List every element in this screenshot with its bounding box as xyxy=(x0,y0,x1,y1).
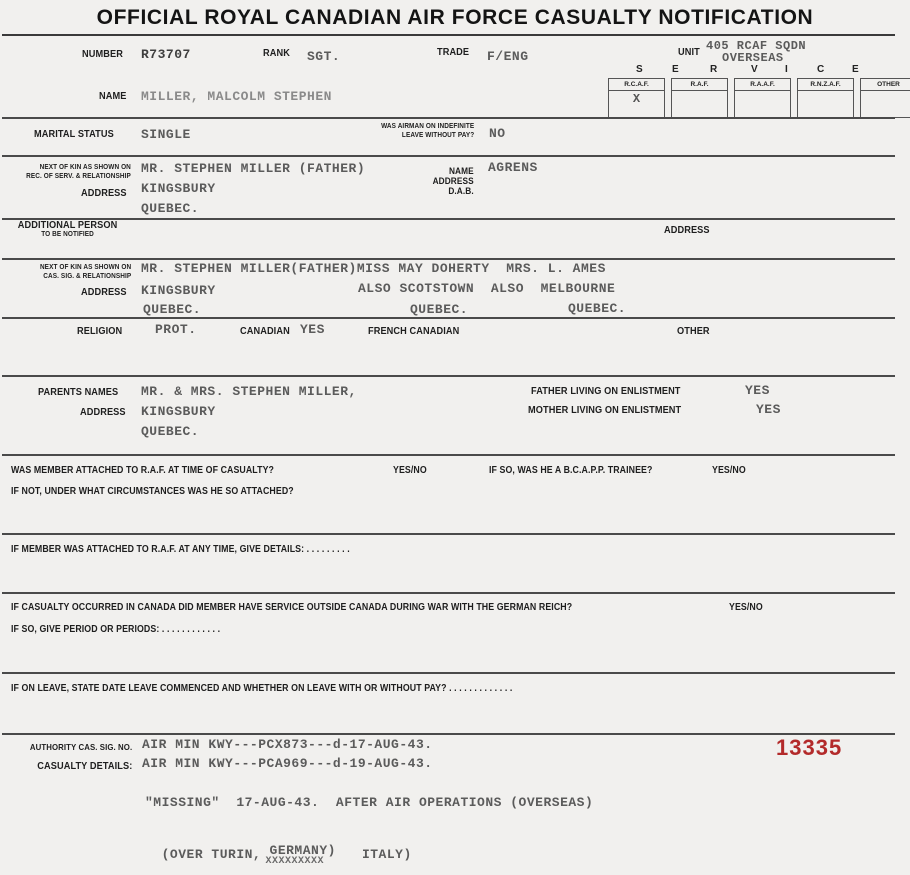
nok-casualty-address-2: ALSO SCOTSTOWN ALSO MELBOURNE xyxy=(358,281,616,296)
name-label: NAME xyxy=(99,91,127,102)
additional-person-line1: ADDITIONAL PERSON xyxy=(17,220,118,231)
divider xyxy=(2,733,895,735)
unit-value-line1: 405 RCAF SQDN xyxy=(706,39,807,53)
parents-address-label: ADDRESS xyxy=(80,407,126,418)
religion-value: PROT. xyxy=(155,322,197,337)
divider xyxy=(2,218,895,220)
nok-casualty-address-label: ADDRESS xyxy=(81,287,127,298)
nok-casualty-value: MR. STEPHEN MILLER(FATHER)MISS MAY DOHERTY MRS. L. AMES xyxy=(141,261,606,276)
parents-names-label: PARENTS NAMES xyxy=(38,387,119,398)
narrative-struck-text: GERMANY) xyxy=(269,843,336,858)
service-letter: E xyxy=(672,64,679,75)
parents-address-line1: KINGSBURY xyxy=(141,404,216,419)
trade-value: F/ENG xyxy=(487,49,529,64)
nok-service-address-line2: QUEBEC. xyxy=(141,201,200,216)
parents-address-line2: QUEBEC. xyxy=(141,424,200,439)
nok-service-address-label: ADDRESS xyxy=(81,188,127,199)
parents-names-value: MR. & MRS. STEPHEN MILLER, xyxy=(141,384,357,399)
leave-question: IF ON LEAVE, STATE DATE LEAVE COMMENCED AND WHETHER ON LEAVE WITH OR WITHOUT PAY? . . . . . . . . . . . . . xyxy=(11,683,513,694)
divider xyxy=(2,454,895,456)
number-label: NUMBER xyxy=(82,49,123,60)
narrative-xs: XXXXXXXXX xyxy=(265,856,325,867)
marital-status-value: SINGLE xyxy=(141,127,191,142)
name-value: MILLER, MALCOLM STEPHEN xyxy=(141,89,332,104)
dab-name-label: NAME xyxy=(449,166,474,176)
additional-person-line2: TO BE NOTIFIED xyxy=(41,231,94,238)
mother-living-value: YES xyxy=(756,402,781,417)
dab-label-text: D.A.B. xyxy=(448,186,474,196)
nok-service-label-line1: NEXT OF KIN AS SHOWN ON xyxy=(39,164,131,171)
narrative-prefix: (OVER TURIN, xyxy=(161,847,270,862)
other-label: OTHER xyxy=(677,326,710,337)
leave-question-line1: WAS AIRMAN ON INDEFINITE xyxy=(380,123,474,130)
divider xyxy=(2,592,895,594)
divider xyxy=(2,375,895,377)
rank-value: SGT. xyxy=(307,49,341,64)
service-letter: E xyxy=(852,64,859,75)
dab-value: AGRENS xyxy=(488,160,538,175)
raf-attached-question: WAS MEMBER ATTACHED TO R.A.F. AT TIME OF CASUALTY? xyxy=(11,465,275,476)
leave-question-label xyxy=(381,122,474,140)
divider xyxy=(2,317,895,319)
dab-address-label: ADDRESS xyxy=(432,176,474,186)
marital-status-label: MARITAL STATUS xyxy=(34,129,114,140)
service-box-other[interactable] xyxy=(860,78,910,118)
additional-person-label xyxy=(11,220,124,238)
religion-label: RELIGION xyxy=(77,326,123,337)
service-letter: S xyxy=(636,64,643,75)
service-box-label: R.N.Z.A.F. xyxy=(798,79,853,91)
canadian-value: YES xyxy=(300,322,325,337)
father-living-label: FATHER LIVING ON ENLISTMENT xyxy=(531,386,681,397)
divider xyxy=(2,672,895,674)
service-box-label: R.C.A.F. xyxy=(609,79,664,91)
raf-details-question: IF MEMBER WAS ATTACHED TO R.A.F. AT ANY TIME, GIVE DETAILS: . . . . . . . . . xyxy=(11,544,350,555)
raf-attached-answer: YES/NO xyxy=(393,465,427,476)
service-box-mark: X xyxy=(632,92,641,106)
canada-service-question: IF CASUALTY OCCURRED IN CANADA DID MEMBER HAVE SERVICE OUTSIDE CANADA DURING WAR WITH THE GERMAN REICH? xyxy=(11,602,573,613)
french-canadian-label: FRENCH CANADIAN xyxy=(368,326,460,337)
service-box-raaf[interactable] xyxy=(734,78,791,118)
narrative-suffix: ITALY) xyxy=(361,847,412,862)
casualty-details-value: AIR MIN KWY---PCA969---d-19-AUG-43. xyxy=(142,756,433,771)
service-box-rnzaf[interactable] xyxy=(797,78,854,118)
service-letter: C xyxy=(817,64,825,75)
nok-casualty-label-line2: CAS. SIG. & RELATIONSHIP xyxy=(43,273,132,280)
narrative-corrected-country xyxy=(265,843,336,867)
nok-casualty-city-3: QUEBEC. xyxy=(568,301,627,316)
rank-label: RANK xyxy=(263,48,290,59)
service-box-label: OTHER xyxy=(861,79,910,91)
nok-service-value: MR. STEPHEN MILLER (FATHER) xyxy=(141,161,366,176)
bcapp-question: IF SO, WAS HE A B.C.A.P.P. TRAINEE? xyxy=(489,465,653,476)
nok-service-label xyxy=(26,163,131,181)
canada-service-answer: YES/NO xyxy=(729,602,763,613)
divider xyxy=(2,533,895,535)
service-letter: I xyxy=(785,64,788,75)
service-box-label: R.A.F. xyxy=(672,79,727,91)
authority-value: AIR MIN KWY---PCX873---d-17-AUG-43. xyxy=(142,737,433,752)
divider xyxy=(2,117,895,119)
bcapp-answer: YES/NO xyxy=(712,465,746,476)
service-box-rcaf[interactable] xyxy=(608,78,665,118)
raf-circumstances-question: IF NOT, UNDER WHAT CIRCUMSTANCES WAS HE SO ATTACHED? xyxy=(11,486,294,497)
unit-label: UNIT xyxy=(678,47,700,58)
canadian-label: CANADIAN xyxy=(240,326,290,337)
service-box-label: R.A.A.F. xyxy=(735,79,790,91)
father-living-value: YES xyxy=(745,383,770,398)
canada-period-question: IF SO, GIVE PERIOD OR PERIODS: . . . . . . . . . . . . xyxy=(11,624,221,635)
stamp-number: 13335 xyxy=(776,735,843,760)
nok-casualty-label xyxy=(40,263,131,281)
mother-living-label: MOTHER LIVING ON ENLISTMENT xyxy=(528,405,682,416)
leave-value: NO xyxy=(489,126,506,141)
casualty-narrative-line2 xyxy=(145,832,412,867)
casualty-details-label: CASUALTY DETAILS: xyxy=(36,761,132,772)
dab-label xyxy=(433,166,474,196)
leave-question-line2: LEAVE WITHOUT PAY? xyxy=(401,132,474,139)
nok-casualty-address-1: KINGSBURY xyxy=(141,283,216,298)
service-box-raf[interactable] xyxy=(671,78,728,118)
number-value: R73707 xyxy=(141,47,191,62)
unit-value-line2: OVERSEAS xyxy=(722,51,784,65)
nok-casualty-label-line1: NEXT OF KIN AS SHOWN ON xyxy=(39,264,131,271)
nok-casualty-city-1: QUEBEC. xyxy=(143,302,202,317)
nok-service-label-line2: REC. OF SERV. & RELATIONSHIP xyxy=(26,173,131,180)
nok-service-address-line1: KINGSBURY xyxy=(141,181,216,196)
form-title: OFFICIAL ROYAL CANADIAN AIR FORCE CASUALTY NOTIFICATION xyxy=(96,6,814,29)
service-letter: R xyxy=(710,64,718,75)
service-letter: V xyxy=(751,64,758,75)
additional-person-address-label: ADDRESS xyxy=(664,225,710,236)
nok-casualty-city-2: QUEBEC. xyxy=(410,302,469,317)
divider xyxy=(2,155,895,157)
service-boxes xyxy=(608,78,910,118)
casualty-narrative-line1: "MISSING" 17-AUG-43. AFTER AIR OPERATIONS (OVERSEAS) xyxy=(145,795,594,810)
authority-label: AUTHORITY CAS. SIG. NO. xyxy=(29,742,132,752)
divider xyxy=(2,34,895,36)
divider xyxy=(2,258,895,260)
trade-label: TRADE xyxy=(437,47,470,58)
